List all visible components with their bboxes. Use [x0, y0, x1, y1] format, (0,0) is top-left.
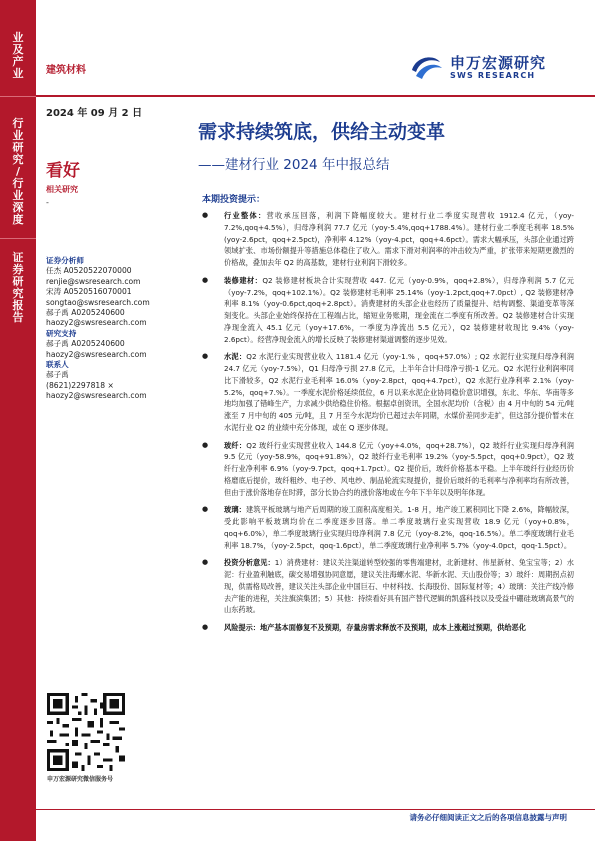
bullet-lead: 装修建材： [224, 275, 263, 285]
contact-name: 郝子禹 [46, 370, 69, 380]
analyst-line: 宋涛 A0520516070001 [46, 287, 132, 297]
report-title: 需求持续筑底，供给主动变革 [198, 121, 446, 143]
bullet-glass [200, 504, 574, 551]
rating: 看好 [46, 161, 80, 181]
support-email[interactable]: haozy2@swsresearch.com [46, 349, 147, 359]
qr-caption: 申万宏源研究微信服务号 [47, 776, 114, 783]
bullet-text: Q2 水泥行业实现营业收入 1181.4 亿元（yoy-1.% ，qoq+57.0%）; Q2 水泥行业实现归母净利润 24.7 亿元（yoy-7.5%），Q1 归母净亏损 27.8 亿元，上半年合计归母净亏损-1 亿元。Q2 水泥行业利润率同比下滑较多，Q2 水泥行业毛利率 16.0%（yoy-2.8pct，qoq+4.7pct），Q2 水泥行业净利率 2.1%（yoy-5.2%，qoq+7.%）。一季度水泥价格延续低位，6 月以来水泥企业协同稳价意识增强，东北、华东、华南等多地均加强了错峰生产，力求减少供给稳住价格。根据卓创资讯，全国水泥均价（含税）由 4 月中旬的 54 元/吨涨至 7 月中旬的 405 元/吨，且 7 月至今水泥均价已超过去年同期，水煤价差同步走扩，但这部分提价暂未在水泥行业 Q2 的业绩中充分体现，或在 Q 逐步体现。 [224, 352, 574, 432]
bullet-industry-overall [200, 210, 574, 269]
sidebar-section-industry: 业 及 产 业 [12, 31, 24, 80]
report-date: 2024 年 09 月 2 日 [46, 108, 143, 119]
logo-name-en: SWS RESEARCH [450, 71, 536, 80]
contact-email[interactable]: haozy2@swsresearch.com [46, 391, 147, 401]
sws-logo [408, 52, 568, 82]
related-research-value: - [46, 198, 49, 207]
support-line: 郝子禹 A0205240600 [46, 339, 125, 349]
bullet-text: 地产基本面修复不及预期，存量房需求释放不及预期，成本上涨超过预期，供给恶化 [259, 623, 526, 632]
bullet-lead: 投资分析意见： [224, 558, 275, 568]
summary-heading: 本期投资提示： [202, 195, 266, 205]
header-rule [36, 95, 595, 97]
bullet-dot-icon: ● [202, 352, 209, 361]
bullet-risk-warning [200, 622, 574, 634]
bullet-dot-icon: ● [202, 440, 209, 449]
investment-summary [200, 210, 574, 640]
contact-block [46, 256, 186, 402]
bullet-glass-fiber [200, 440, 574, 499]
logo-name-cn: 申万宏源研究 [450, 54, 547, 72]
bullet-lead: 玻纤： [224, 440, 247, 450]
report-subtitle: ——建材行业 2024 年中报总结 [198, 157, 390, 173]
sidebar-section-report-label: 证 券 研 究 报 告 [12, 251, 24, 324]
bullet-investment-view [200, 557, 574, 616]
bullet-lead: 玻璃： [224, 505, 246, 515]
bullet-cement [200, 351, 574, 433]
disclosure-notice[interactable]: 请务必仔细阅读正文之后的各项信息披露与声明 [409, 813, 567, 822]
analyst-line: 郝子禹 A0205240600 [46, 308, 125, 318]
contact-phone: (8621)2297818 × [46, 380, 114, 390]
bullet-dot-icon: ● [202, 623, 209, 631]
analyst-email[interactable]: songtao@swsresearch.com [46, 297, 150, 307]
bullet-text: 建筑平板玻璃与地产后周期的竣工面积高度相关。1-8 月，地产竣工累积同比下降 2.6%，降幅较深，受此影响平板玻璃均价在二季度逐步回落。单二季度玻璃行业实现营收 18.9 亿元（yoy+0.8%，qoq+6.0%），单二季度玻璃行业实现归母净利润 7.8 亿元（yoy-8.2%，qoq-16.5%）。单二季度玻璃行业毛利率 18.7%，（yoy-2.5pct，qoq-1.6pct），单二季度玻璃行业净利率 5.7%（yoy-4.0pct，qoq-1.5pct）。 [224, 505, 574, 550]
bullet-lead: 风险提示： [224, 623, 260, 632]
contact-header: 联系人 [46, 360, 69, 370]
sidebar-divider [0, 96, 36, 97]
analyst-line: 任杰 A0520522070000 [46, 266, 132, 276]
bullet-dot-icon: ● [202, 505, 209, 514]
bullet-decoration-materials [200, 275, 574, 346]
bullet-lead: 行业整体： [224, 211, 267, 220]
industry-category: 建筑材料 [46, 65, 86, 76]
wechat-qr-code [47, 693, 125, 771]
bullet-dot-icon: ● [202, 275, 209, 284]
analyst-email[interactable]: haozy2@swsresearch.com [46, 318, 147, 328]
support-header: 研究支持 [46, 328, 77, 338]
analyst-email[interactable]: renjie@swsresearch.com [46, 276, 141, 286]
footer-rule [36, 809, 595, 810]
bullet-text: Q2 玻纤行业实现营业收入 144.8 亿元（yoy+4.0%，qoq+28.7%），Q2 玻纤行业实现归母净利润 9.5 亿元（yoy-58.9%，qoq+91.8%），Q2 玻纤行业毛利率 19.2%（yoy-5.5pct，qoq+0.9pct），Q2 玻纤行业净利率 6.9%（yoy-9.7pct，qoq+1.7pct）。Q2 提价后，玻纤价格基本平稳。上半年玻纤行业经历价格磨底后提价，玻纤粗纱、电子纱、风电纱、制品轮流实现提价，提价后玻纤的毛利率与净利率均有所改善，但由于涨价落地存在时滞，部分长协合约的涨价落地或在今年下半年以及明年体现。 [224, 440, 574, 497]
sidebar-section-report-type: 行 业 研 究 / 行 业 深 度 [12, 117, 24, 226]
bullet-text: Q2 装修建材板块合计实现营收 447. 亿元（yoy-0.9%，qoq+2.8%），归母净利润 5.7 亿元（yoy-7.2%，qoq+102.1%）。Q2 装修建材毛利率 25.14%（yoy-1.2pct,qoq+7.0pct）, Q2 装修建材净利率 8.1%（yoy-0.6pct,qoq+2.8pct）。消费建材的头部企业也经历了质量提升、结构调整、渠道变革等深刻变化。头部企业始终保持在工程端占比，缩短业务账期，现金流在二季度有所改善。Q2 装修建材合计实现净现金流入 45.1 亿元（yoy+17.6%，一季度为净流出 5.5 亿元），Q2 装修建材收现比 9.4%（yoy-2.6pct）。经营净现金流入的增长反映了装修建材渠道调整的逐步见效。 [224, 275, 574, 344]
bullet-text: 1）消费建材：建议关注渠道转型较强的零售端建材，北新建材、伟星新材、兔宝宝等；2）水泥：行业盈利触底，碳交易增强协同意愿，建议关注海螺水泥、华新水泥、天山股份等；3）玻纤：周期拐点初现，供需格局改善，建议关注头部企业中国巨石、中材科技、长海股份、国际复材等；4）玻璃：关注产线冷修去产能的进程，关注旗滨集团；5）其他：持续看好具有国产替代逻辑的凯盛科技以及受益中硼硅玻璃高景气的山东药玻。 [224, 558, 574, 615]
bullet-lead: 水泥： [224, 352, 247, 362]
bullet-dot-icon: ● [202, 558, 209, 567]
analyst-header: 证券分析师 [46, 256, 84, 265]
sidebar-divider [0, 238, 36, 239]
bullet-text: 营收承压回落，利润下降幅度较大。建材行业二季度实现营收 1912.4 亿元，（yoy-7.2%,qoq+4.5%），归母净利润 77.7 亿元（yoy-5.4%,qoq+1788.4%）。建材行业二季度毛利率 18.5%(yoy-2.6pct，qoq+2.5pct)，净利率 4.12%（yoy-4.pct，qoq+4.6pct）。需求大幅承压，头部企业通过跨领域扩张、市场份额提升等措施总体稳住了收入。需求下滑对利润率的冲击较为严重，扩张带来短期更激烈的价格战，叠加去年 Q2 的高基数，建材行业利润下滑较多。 [224, 211, 574, 267]
bullet-dot-icon: ● [202, 211, 209, 219]
sws-logo-icon [408, 52, 444, 82]
related-research-label: 相关研究 [46, 185, 78, 194]
